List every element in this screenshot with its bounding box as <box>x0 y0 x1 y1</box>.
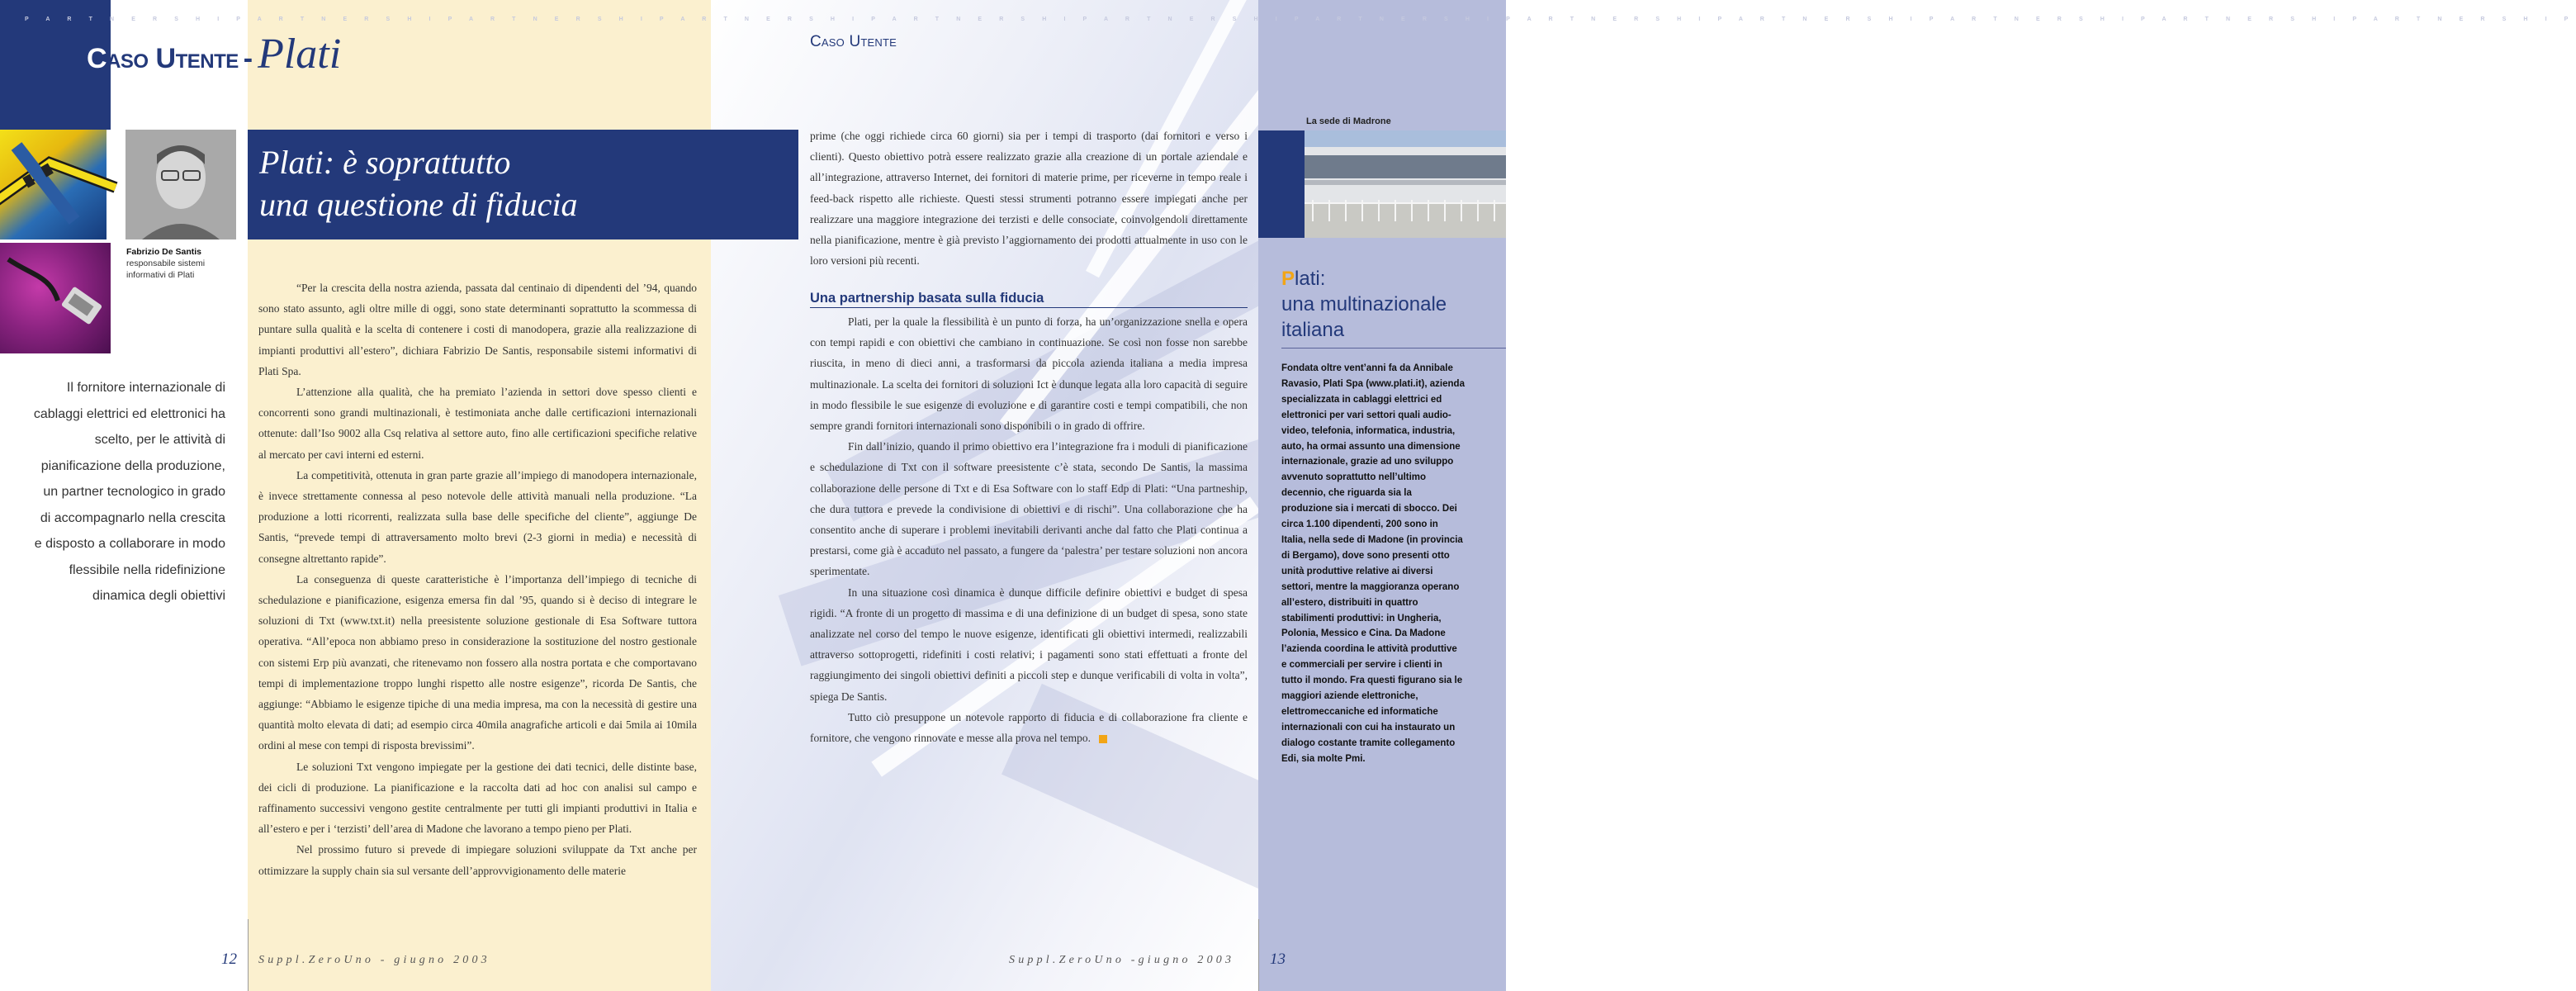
paragraph: Fin dall’inizio, quando il primo obiettivo era l’integrazione fra i moduli di pianificazione e schedulazione di Txt con il software preesistente c’è stata, secondo De Santis, la massima collaborazione delle persone di Txt e di Esa Software con lo staff Edp di Plati: “Una partneship, che dura tuttora e prevede la condivisione di obiettivi e di rischi”. Una collaborazione che ha consentito anche di superare i problemi inevitabili derivanti anche dal fatto che Plati continua a prestarsi, come già è accaduto nel passato, a fungere da ‘palestra’ per testare soluzioni non ancora sperimentate. <box>810 440 1248 578</box>
paragraph: L’attenzione alla qualità, che ha premiato l’azienda in settori dove spesso clienti e concorrenti sono grandi multinazionali, è testimoniata anche dalle certificazioni internazionali ottenute: dall’Iso 9002 alla Csq relativa al settore auto, fino alle certificazioni specifiche relative al mercato per cavi interni ed esterni. <box>258 386 697 461</box>
portrait-name: Fabrizio De Santis <box>126 247 202 257</box>
paragraph-last: Tutto ciò presuppone un notevole rapporto di fiducia e di collaborazione fra cliente e fornitore, che vengono rinnovate e messe alla prova nel tempo. <box>810 710 1248 745</box>
article-title-banner <box>248 130 798 239</box>
sidebar-heading <box>1281 266 1504 343</box>
paragraph: Le soluzioni Txt vengono impiegate per la gestione dei dati tecnici, delle distinte base, dei cicli di produzione. La pianificazione e la raccolta dati ad hoc con analisi sul campo e raffinamento successivi vengono gestite centralmente per tutti gli impianti produttivi in Italia e all’estero e per i ‘terzisti’ dell’area di Madone che lavorano a tempo pieno per Plati. <box>258 760 697 836</box>
footer-publication-left: Suppl.ZeroUno - giugno 2003 <box>258 954 490 966</box>
sidebar-heading-initial: P <box>1281 268 1295 290</box>
paragraph: prime (che oggi richiede circa 60 giorni) sia per i tempi di trasporto (dai fornitori e verso i clienti). Questo obiettivo potrà essere realizzato grazie alla creazione di un portale aziendale e all’integrazione, attraverso Internet, dei fornitori di materie prime, per riceverne in tempo reale i feed-back rispetto alle richieste. Questi stessi strumenti potranno essere impiegati anche per realizzare una maggiore integrazione dei terzisti e delle consociate, coinvolgendoli direttamente nella pianificazione, mentre è già previsto l’aggiornamento dei prodotti attualmente in uso con le loro versioni più recenti. <box>810 130 1248 268</box>
article-body-right <box>810 311 1248 748</box>
header-dash: - <box>243 43 253 74</box>
footer-publication-right: Suppl.ZeroUno -giugno 2003 <box>1009 954 1235 966</box>
portrait-photo <box>125 130 236 239</box>
paragraph: Nel prossimo futuro si prevede di impiegare soluzioni sviluppate da Txt anche per ottimizzare la supply chain sia sul versante dell’approvvigionamento delle materie <box>258 843 697 877</box>
page-header-left <box>87 30 341 76</box>
partnership-strip: P A R T N E R S H I P A R T N E R S H I P A R T N E R S H I P A R T N E R S H I P A R T N E R S H I P A R T N E R S H I P A R T N E R S H I P A R T N E R S H I P A R T N E R S H I P A R T N E R S H I P A R T N E R S H I P A R T N E R S H I P <box>25 17 2576 22</box>
sidebar-heading-line2: una multinazionale <box>1281 293 1447 315</box>
company-name: Plati <box>258 31 342 78</box>
paragraph: “Per la crescita della nostra azienda, passata dal centinaio di dipendenti del ’94, quando sono stato assunto, agli oltre mille di oggi, sono state determinanti soprattutto la scommessa di puntare sulla qualità e la scelta di contenere i costi di manodopera, grazie alla realizzazione di impianti produttivi all’estero”, dichiara Fabrizio De Santis, responsabile sistemi informativi di Plati Spa. <box>258 282 697 377</box>
pull-quote: Il fornitore internazionale di cablaggi elettrici ed elettronici ha scelto, per le attività di pianificazione della produzione, un partner tecnologico in grado di accompagnarlo nella crescita e disposto a collaborare in modo flessibile nella ridefinizione dinamica degli obiettivi <box>33 381 225 603</box>
article-body-right-continuation <box>810 126 1248 271</box>
photo-blue-band <box>1258 130 1305 238</box>
paragraph: Plati, per la quale la flessibilità è un punto di forza, ha un’organizzazione snella e opera con tempi rapidi e con obiettivi che cambiano in continuazione. Se così non fosse non sarebbe riuscita, in meno di dieci anni, a trasformarsi da piccola azienda italiana a media impresa multinazionale. La scelta dei fornitori di soluzioni Ict è dunque legata alla loro capacità di seguire in modo flessibile le sue esigenze di evoluzione e di garantire costi e tempi compatibili, che non sempre grandi fornitori internazionali sono disponibili o in grado di offrire. <box>810 315 1248 433</box>
sidebar-heading-line1: lati: <box>1295 268 1326 290</box>
page-header-right: Caso Utente <box>810 33 897 50</box>
sidebar-text: Fondata oltre vent’anni fa da Annibale Ravasio, Plati Spa (www.plati.it), azienda specializzata in cablaggi elettrici ed elettronici per vari settori quali audio-video, telefonia, informatica, industria, auto, ha ormai assunto una dimensione internazionale, grazie ad uno sviluppo avvenuto soprattutto nell’ultimo decennio, che riguarda sia la produzione sia i mercati di sbocco. Dei circa 1.100 dipendenti, 200 sono in Italia, nella sede di Madone (in provincia di Bergamo), dove sono presenti otto unità produttive relative ai diversi settori, mentre la maggioranza operano all’estero, distribuiti in quattro stabilimenti produttivi: in Ungheria, Polonia, Messico e Cina. Da Madone l’azienda coordina le attività produttive e commerciali per servire i clienti in tutto il mondo. Fra questi figurano sia le maggiori aziende elettroniche, elettromeccaniche ed informatiche internazionali con cui ha instaurato un dialogo costante tramite collegamento Edi, sia molte Pmi. <box>1281 363 1465 764</box>
end-of-article-square-icon <box>1099 735 1107 743</box>
portrait-caption <box>126 246 242 281</box>
footer-divider-left <box>248 919 249 991</box>
footer-divider-right <box>1258 919 1259 991</box>
section-label: Caso Utente <box>87 43 239 74</box>
usb-cable-photo <box>0 243 111 353</box>
section-subheading: Una partnership basata sulla fiducia <box>810 291 1248 308</box>
portrait-role-line1: responsabile sistemi <box>126 258 206 268</box>
portrait-role-line2: informativi di Plati <box>126 270 195 280</box>
building-caption: La sede di Madrone <box>1306 116 1391 126</box>
paragraph: La conseguenza di queste caratteristiche è l’importanza dell’impiego di tecniche di schedulazione e pianificazione, esigenza emersa fin dal ’95, quando si è deciso di integrare le soluzioni di Txt (www.txt.it) nella preesistente soluzione gestionale di Esa Software tuttora operativa. “All’epoca non abbiamo preso in considerazione la sostituzione del nostro gestionale con sistemi Erp più avanzati, che ritenevamo non fossero alla nostra portata e che comportavano tempi di implementazione troppo lunghi rispetto alle nostre esigenze”, ricorda De Santis, che aggiunge: “Abbiamo le esigenze tipiche di una media impresa, ma con la necessità di gestire una quantità molto elevata di dati; ad esempio circa 40mila anagrafiche articoli e dai 5mila ai 10mila ordini al mese con tempi di risposta brevissimi”. <box>258 572 697 752</box>
article-title-line1: Plati: è soprattutto <box>259 144 511 181</box>
page-number-left: 12 <box>221 951 237 968</box>
building-photo <box>1305 130 1506 238</box>
cable-photo <box>0 130 107 239</box>
sidebar-heading-line3: italiana <box>1281 319 1345 341</box>
paragraph: In una situazione così dinamica è dunque difficile definire obiettivi e budget di spesa rigidi. “A fronte di un progetto di massima e di una definizione di un budget di spesa, sono state analizzate nel corso del tempo le nuove esigenze, identificati gli obiettivi intermedi, realizzabili attraverso sottoprogetti, ridefiniti i costi relativi; i pagamenti sono stati effettuati a fronte del raggiungimento dei singoli obiettivi definiti a piccoli step e dunque verificabili di volta in volta”, spiega De Santis. <box>810 586 1248 703</box>
article-title-line2: una questione di fiducia <box>259 186 578 223</box>
article-body-left <box>258 277 697 881</box>
sidebar-divider <box>1281 348 1506 349</box>
paragraph: La competitività, ottenuta in gran parte grazie all’impiego di manodopera internazionale, è invece strettamente connessa al peso notevole delle attività manuali nella produzione. “La produzione a lotti ricorrenti, realizzata sulla base delle specifiche del cliente”, aggiunge De Santis, “prevede tempi di attraversamento molto brevi (2-3 giorni in media) e necessità di consegne altrettanto rapide”. <box>258 468 697 565</box>
page-number-right: 13 <box>1270 951 1286 968</box>
